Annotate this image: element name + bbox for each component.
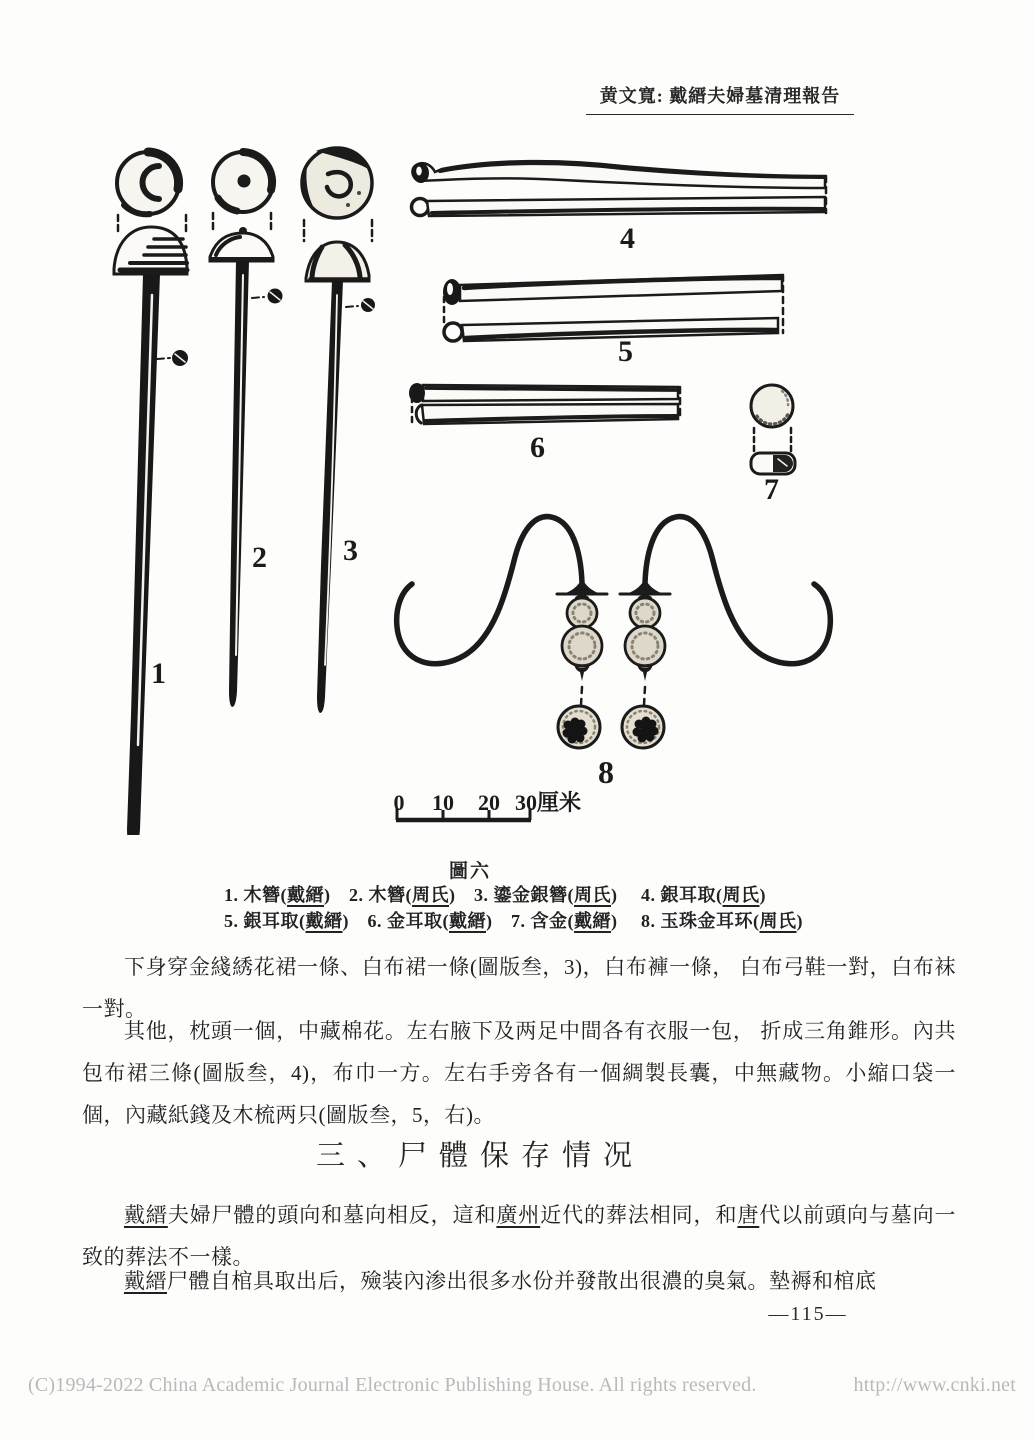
proper-noun-underlined: 周氏	[574, 885, 611, 905]
footer-copyright: (C)1994-2022 China Academic Journal Electronic Publishing House. All rights reserved.	[28, 1374, 757, 1396]
figure-caption-line-2	[224, 907, 884, 933]
hairpin-3-drawing	[302, 147, 375, 713]
paragraph-corpse-condition	[82, 1260, 956, 1302]
page-number: —115—	[768, 1303, 848, 1325]
caption-text-run: ) 7. 含金(	[486, 911, 574, 931]
figure-item-label-1: 1	[151, 657, 166, 690]
gold-ball-7-drawing	[751, 385, 795, 506]
earring-left-flower-disc	[558, 706, 600, 748]
proper-noun-underlined: 戴縉	[287, 885, 324, 905]
caption-text-run: 1. 木簪(	[224, 885, 287, 905]
text-run: 夫婦尸體的頭向和墓向相反，這和	[167, 1203, 497, 1227]
proper-noun-underlined: 戴縉	[305, 911, 343, 931]
figure-item-label-4: 4	[620, 222, 635, 255]
earpick-5-drawing	[443, 275, 783, 368]
caption-text-run: ) 2. 木簪(	[324, 885, 412, 905]
paragraph-other-items	[82, 1010, 956, 1136]
caption-text-run: )	[796, 911, 803, 931]
caption-text-run: ) 3. 鎏金銀簪(	[449, 885, 574, 905]
scale-tick-20: 20	[478, 790, 500, 815]
earring-left-pendant	[557, 573, 607, 705]
caption-text-run: )	[759, 885, 766, 905]
figure-item-label-2: 2	[252, 541, 267, 574]
proper-noun-underlined: 戴縉	[449, 911, 486, 931]
hairpin-1-drawing	[114, 152, 188, 835]
proper-noun-underlined: 唐	[737, 1203, 760, 1227]
proper-noun-underlined: 周氏	[412, 885, 449, 905]
proper-noun-underlined: 戴縉	[574, 911, 611, 931]
figure-caption-title: 圖六	[448, 861, 491, 882]
caption-text-run: 5. 銀耳取(	[224, 911, 306, 931]
proper-noun-underlined: 戴縉	[124, 1269, 167, 1293]
proper-noun-underlined: 戴縉	[124, 1203, 168, 1227]
scale-tick-10: 10	[432, 790, 454, 815]
text-run: 代以前頭向与墓向一致的葬法不一樣。	[82, 1203, 957, 1269]
proper-noun-underlined: 廣州	[496, 1203, 541, 1227]
text-run: 尸體自棺具取出后，殮装內渗出很多水份并發散出很濃的臭氣。墊褥和棺底	[167, 1269, 877, 1293]
caption-text-run: ) 4. 銀耳取(	[611, 885, 723, 905]
earpick-4-drawing	[412, 161, 827, 255]
section-heading-body-preservation: 三、尸體保存情况	[315, 1140, 644, 1172]
text-run: 其他，枕頭一個，中藏棉花。左右腋下及两足中間各有衣服一包， 折成三角錐形。內共包布裙三條(圖版叁，4)，布巾一方。左右手旁各有一個綢製長囊，中無藏物。小縮口袋一個，內藏紙錢及木梳两只(圖版叁，5，右)。	[82, 1019, 956, 1127]
figure-item-label-6: 6	[530, 431, 545, 464]
earpick-6-drawing	[409, 383, 680, 464]
scale-bar	[394, 790, 582, 820]
figure-six-illustration	[60, 135, 870, 835]
text-run: 近代的葬法相同，和	[540, 1203, 738, 1227]
figure-caption-line-1	[224, 881, 884, 907]
figure-item-label-8: 8	[598, 754, 614, 790]
proper-noun-underlined: 周氏	[722, 885, 760, 905]
figure-item-label-3: 3	[343, 534, 358, 567]
earrings-8-drawing	[397, 517, 831, 790]
caption-text-run: ) 8. 玉珠金耳环(	[611, 911, 760, 931]
earring-right-pendant	[620, 573, 670, 705]
text-run: 下身穿金綫綉花裙一條、白布裙一條(圖版叁，3)，白布褲一條， 白布弓鞋一對，白布袜一對。	[82, 955, 956, 1021]
scan-footer	[28, 1374, 1016, 1397]
figure-item-label-5: 5	[618, 335, 633, 368]
hairpin-2-drawing	[210, 152, 283, 707]
scale-tick-30cm: 30厘米	[515, 790, 582, 815]
proper-noun-underlined: 周氏	[759, 911, 797, 931]
caption-text-run: ) 6. 金耳取(	[342, 911, 449, 931]
earring-right-flower-disc	[622, 706, 664, 748]
figure-item-label-7: 7	[764, 473, 779, 506]
scale-tick-0: 0	[393, 790, 405, 815]
footer-url: http://www.cnki.net	[853, 1374, 1016, 1396]
running-header: 黄文寬: 戴縉夫婦墓清理報告	[586, 82, 854, 115]
